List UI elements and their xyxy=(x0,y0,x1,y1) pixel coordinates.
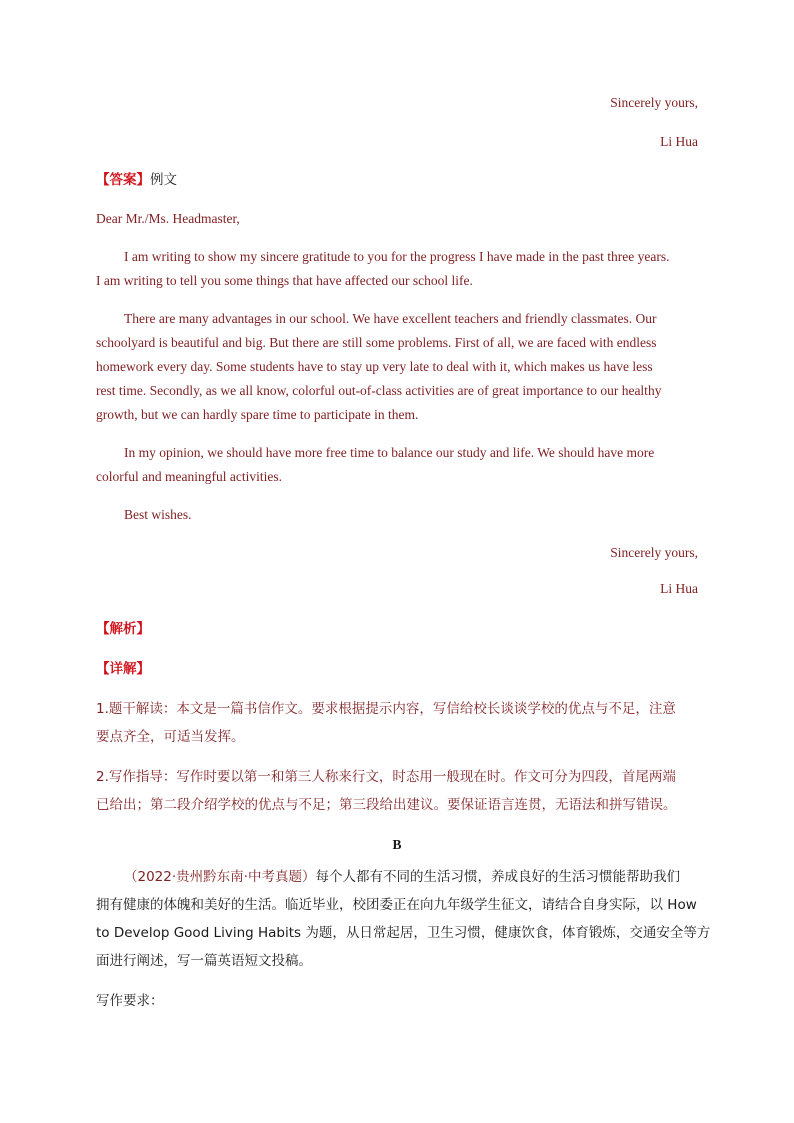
essay-p2-line3: homework every day. Some students have to stay up very late to deal with it, which makes us have less xyxy=(96,359,653,374)
section-b-line2: 拥有健康的体魄和美好的生活。临近毕业，校团委正在向九年级学生征文，请结合自身实际，以 How xyxy=(96,897,697,913)
analysis-item2-line2: 已给出；第二段介绍学校的优点与不足；第三段给出建议。要保证语言连贯，无语法和拼写错误。 xyxy=(96,797,677,813)
essay-p1-line2: I am writing to tell you some things that have affected our school life. xyxy=(96,273,473,288)
essay-p2-line2: schoolyard is beautiful and big. But there are still some problems. First of all, we are faced with endless xyxy=(96,335,657,350)
section-b-line1-text: 每个人都有不同的生活习惯，养成良好的生活习惯能帮助我们 xyxy=(315,869,680,885)
section-b-line3: to Develop Good Living Habits 为题，从日常起居，卫生习惯，健康饮食，体育锻炼，交通安全等方 xyxy=(96,925,711,941)
essay-p2-line1: There are many advantages in our school. We have excellent teachers and friendly classmates. Our xyxy=(124,311,657,326)
section-b-line4: 面进行阐述，写一篇英语短文投稿。 xyxy=(96,953,312,969)
essay-wishes: Best wishes. xyxy=(124,507,192,522)
essay-signature: Li Hua xyxy=(660,581,698,596)
section-b-heading: B xyxy=(392,837,402,852)
top-closing: Sincerely yours, xyxy=(610,95,698,110)
detail-tag: 【详解】 xyxy=(96,661,150,677)
essay-p2-line5: growth, but we can hardly spare time to participate in them. xyxy=(96,407,419,422)
question-source: （2022·贵州黔东南·中考真题） xyxy=(124,869,316,885)
analysis-tag: 【解析】 xyxy=(96,621,150,637)
answer-tag-suffix: 例文 xyxy=(150,172,177,188)
analysis-item1-line2: 要点齐全，可适当发挥。 xyxy=(96,729,245,745)
essay-p1-line1: I am writing to show my sincere gratitude to you for the progress I have made in the past three years. xyxy=(124,249,670,264)
analysis-item2-line1: 2.写作指导：写作时要以第一和第三人称来行文，时态用一般现在时。作文可分为四段，首尾两端 xyxy=(96,769,676,785)
top-signature: Li Hua xyxy=(660,134,698,149)
answer-heading xyxy=(96,171,177,189)
writing-requirements-label: 写作要求： xyxy=(96,993,164,1009)
answer-tag: 【答案】 xyxy=(96,172,150,188)
section-b-line1 xyxy=(124,868,680,886)
analysis-item1-line1: 1.题干解读：本文是一篇书信作文。要求根据提示内容，写信给校长谈谈学校的优点与不足，注意 xyxy=(96,701,676,717)
salutation: Dear Mr./Ms. Headmaster, xyxy=(96,211,240,226)
essay-p2-line4: rest time. Secondly, as we all know, colorful out-of-class activities are of great importance to our healthy xyxy=(96,383,662,398)
essay-p3-line2: colorful and meaningful activities. xyxy=(96,469,282,484)
essay-p3-line1: In my opinion, we should have more free time to balance our study and life. We should have more xyxy=(124,445,655,460)
essay-closing: Sincerely yours, xyxy=(610,545,698,560)
